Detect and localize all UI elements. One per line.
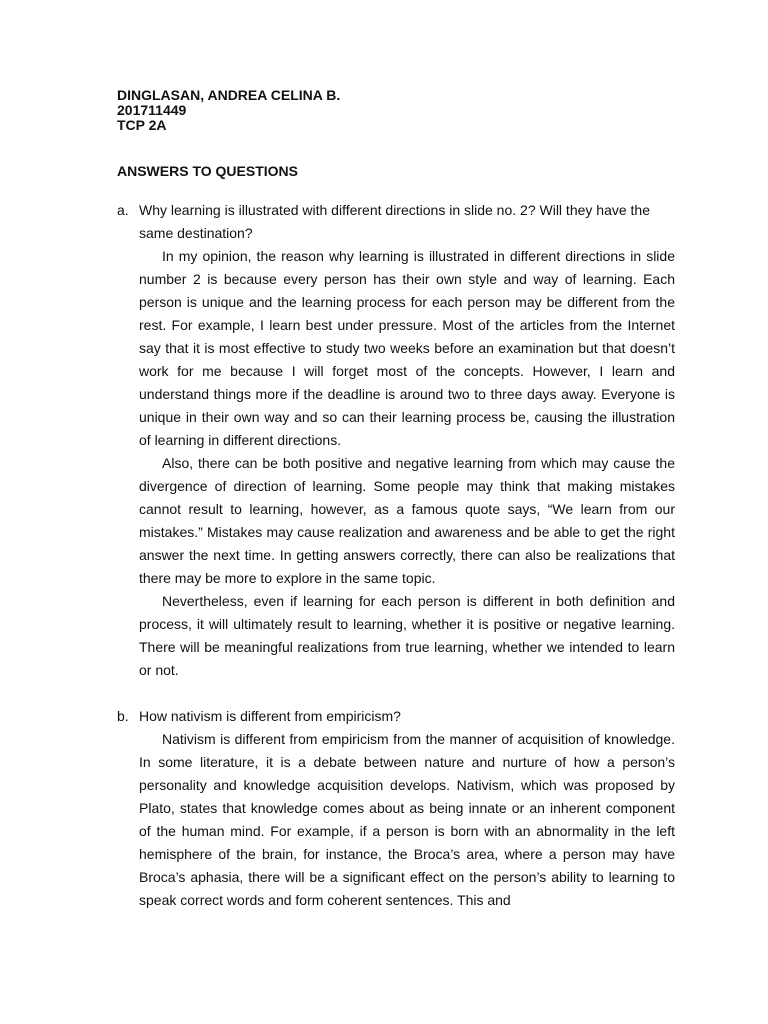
student-number: 201711449 <box>117 102 187 118</box>
answer-paragraph: Nativism is different from empiricism from the manner of acquisition of knowledge. In some literature, it is a debate between nature and nurture of how a person’s personality and knowledge acquisition develops. Nativism, which was proposed by Plato, states that knowledge comes about as being innate or an inherent component of the human mind. For example, if a person is born with an abnormality in the left hemisphere of the brain, for instance, the Broca’s area, where a person may have Broca’s aphasia, there will be a significant effect on the person’s ability to learning to speak correct words and form coherent sentences. This and <box>139 731 675 908</box>
student-header <box>117 88 340 133</box>
question-text: How nativism is different from empiricism? <box>139 708 401 724</box>
answer-paragraph: Also, there can be both positive and negative learning from which may cause the divergence of direction of learning. Some people may think that making mistakes cannot result to learning, however, as a famous quote says, “We learn from our mistakes.” Mistakes may cause realization and awareness and be able to get the right answer the next time. In getting answers correctly, there can also be realizations that there may be more to explore in the same topic. <box>139 455 675 586</box>
section-title: ANSWERS TO QUESTIONS <box>117 163 298 179</box>
question-letter: a. <box>117 202 129 218</box>
question-letter: b. <box>117 708 129 724</box>
answer-body <box>139 245 675 682</box>
question-text: Why learning is illustrated with different directions in slide no. 2? Will they have the same destination? <box>139 202 650 241</box>
answer-body <box>139 728 675 912</box>
answer-paragraph: Nevertheless, even if learning for each person is different in both definition and process, it will ultimately result to learning, whether it is positive or negative learning. There will be meaningful realizations from true learning, whether we intended to learn or not. <box>139 593 675 678</box>
class-section: TCP 2A <box>117 117 167 133</box>
answer-paragraph: In my opinion, the reason why learning is illustrated in different directions in slide number 2 is because every person has their own style and way of learning. Each person is unique and the learning process for each person may be different from the rest. For example, I learn best under pressure. Most of the articles from the Internet say that it is most effective to study two weeks before an examination but that doesn’t work for me because I will forget most of the concepts. However, I learn and understand things more if the deadline is around two to three days away. Everyone is unique in their own way and so can their learning process be, causing the illustration of learning in different directions. <box>139 248 675 448</box>
student-name: DINGLASAN, ANDREA CELINA B. <box>117 87 341 103</box>
